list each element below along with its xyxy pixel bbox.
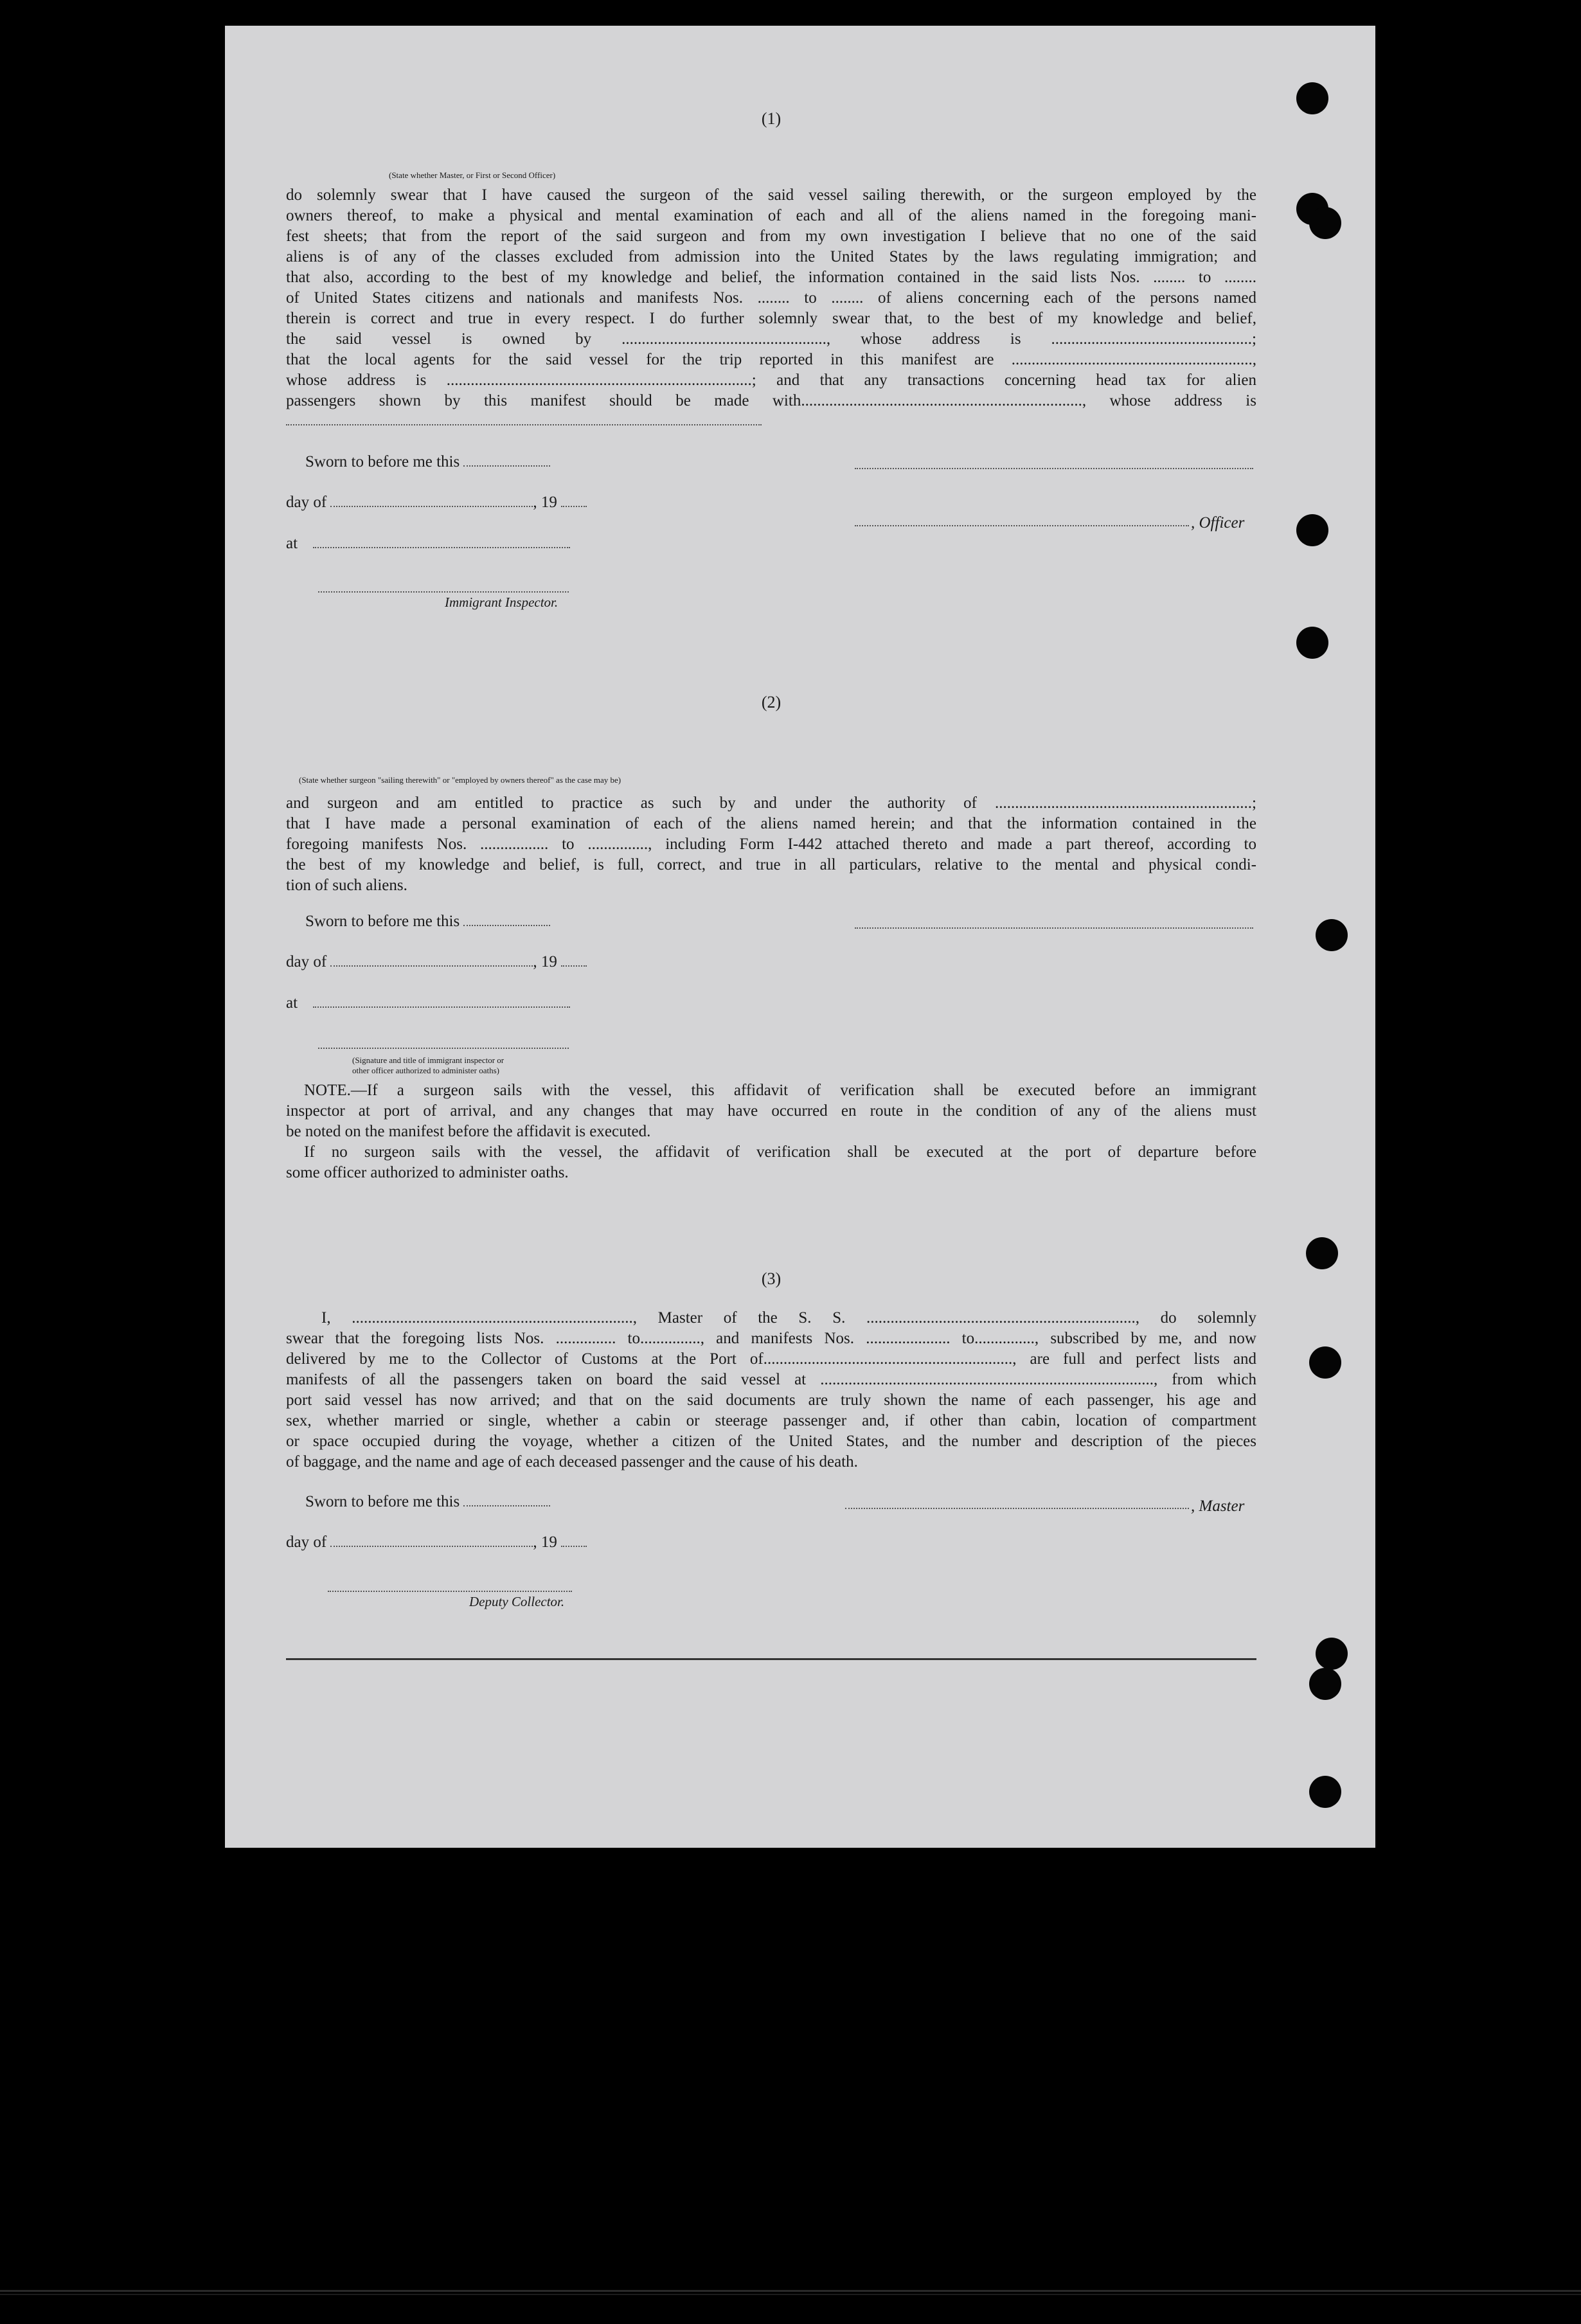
note-text: If no surgeon sails with the vessel, the affidavit of verification shall be executed at the port of departure before: [304, 1143, 1256, 1161]
section-3-number: (3): [761, 1269, 782, 1288]
section-3-line: delivered by me to the Collector of Customs at the Port of.............................................................., are full and perfect lists and: [286, 1350, 1256, 1368]
note-line: [286, 1143, 1256, 1161]
section-3-line: or space occupied during the voyage, whether a citizen of the United States, and the number and description of the pieces: [286, 1433, 1256, 1450]
section-1-line: owners thereof, to make a physical and mental examination of each and all of the aliens named in the foregoing mani-: [286, 207, 1256, 224]
year-label: , 19: [533, 494, 557, 511]
day-of-label: day of: [286, 953, 327, 970]
section-1-at: [286, 535, 607, 553]
section-1-line: that the local agents for the said vessel for the trip reported in this manifest are ............................................................,: [286, 351, 1256, 368]
section-1-line: whose address is ............................................................................; and that any transactions concerning head tax for alien: [286, 371, 1256, 389]
section-3-day-of: [286, 1533, 607, 1551]
scan-edge-artifact: [0, 2285, 1581, 2298]
section-2-line: tion of such aliens.: [286, 877, 407, 894]
section-1-line: therein is correct and true in every respect. I do further solemnly swear that, to the best of my knowledge and belief,: [286, 310, 1256, 327]
section-3-first-text: I, ......................................................................, Master of the S. S. ..................................................................., do solemnly: [321, 1309, 1256, 1327]
collector-title: Deputy Collector.: [469, 1594, 565, 1609]
note-text: NOTE.—If a surgeon sails with the vessel, this affidavit of verification shall be executed before an immigrant: [304, 1082, 1256, 1099]
section-3-line: swear that the foregoing lists Nos. ............... to..............., and manifests Nos. ..................... to..............., subscribed by me, and now: [286, 1330, 1256, 1347]
sworn-date-blank[interactable]: [463, 913, 550, 926]
master-signature-line[interactable]: [845, 1508, 1189, 1509]
document-page: [225, 26, 1375, 1848]
section-3-line: sex, whether married or single, whether a cabin or steerage passenger and, if other than cabin, location of compartment: [286, 1412, 1256, 1429]
sworn-label: Sworn to before me this: [305, 1493, 460, 1510]
section-1-rank-note: (State whether Master, or First or Second Officer): [389, 170, 556, 180]
section-1-sworn: [305, 453, 562, 471]
at-place-blank[interactable]: [313, 995, 570, 1008]
sworn-label: Sworn to before me this: [305, 453, 460, 470]
day-of-blank[interactable]: [330, 1534, 533, 1547]
section-3-line: of baggage, and the name and age of each deceased passenger and the cause of his death.: [286, 1453, 858, 1470]
section-2-day-of: [286, 953, 607, 971]
year-label: , 19: [533, 1533, 557, 1551]
address-continuation-blank[interactable]: [286, 424, 762, 425]
inspector-signature-line[interactable]: [318, 591, 569, 593]
inspector-title: Immigrant Inspector.: [445, 594, 558, 610]
section-2-at: [286, 994, 607, 1012]
section-1-day-of: [286, 494, 607, 512]
section-1-line: of United States citizens and nationals and manifests Nos. ........ to ........ of aliens concerning each of the persons named: [286, 289, 1256, 307]
at-place-blank[interactable]: [313, 535, 570, 548]
surgeon-signature-line[interactable]: [855, 927, 1253, 929]
master-title: , Master: [1191, 1497, 1245, 1515]
punch-hole: [1296, 627, 1328, 659]
section-1-line: do solemnly swear that I have caused the surgeon of the said vessel sailing therewith, or the surgeon employed by the: [286, 186, 1256, 204]
day-of-blank[interactable]: [330, 494, 533, 507]
section-1-line: the said vessel is owned by ..................................................., whose address is ..................................................;: [286, 330, 1256, 348]
day-of-label: day of: [286, 494, 327, 511]
section-2-line: the best of my knowledge and belief, is full, correct, and true in all particulars, relative to the mental and physical condi-: [286, 856, 1256, 873]
note-line: some officer authorized to administer oaths.: [286, 1164, 569, 1181]
punch-hole: [1296, 514, 1328, 546]
sworn-date-blank[interactable]: [463, 1494, 550, 1506]
section-2-number: (2): [761, 693, 782, 711]
section-3-line: [286, 1309, 1256, 1327]
year-blank[interactable]: [561, 494, 587, 507]
section-1-line: fest sheets; that from the report of the said surgeon and from my own investigation I believe that no one of the said: [286, 228, 1256, 245]
punch-hole: [1309, 1776, 1341, 1808]
officer-signature-line[interactable]: [855, 468, 1253, 469]
section-2-line: and surgeon and am entitled to practice as such by and under the authority of ................................................................;: [286, 794, 1256, 812]
collector-signature-line[interactable]: [328, 1591, 572, 1592]
punch-hole: [1316, 1638, 1348, 1670]
section-3-line: manifests of all the passengers taken on board the said vessel at ..................................................................................., from which: [286, 1371, 1256, 1388]
section-1-line: that also, according to the best of my knowledge and belief, the information contained in the said lists Nos. ........ to ........: [286, 269, 1256, 286]
day-of-blank[interactable]: [330, 954, 533, 967]
punch-hole: [1316, 919, 1348, 951]
section-2-line: foregoing manifests Nos. ................. to ..............., including Form I-442 attached thereto and made a part thereof, according to: [286, 836, 1256, 853]
punch-hole: [1309, 1668, 1341, 1700]
signature-note-line-2: other officer authorized to administer oaths): [352, 1066, 499, 1075]
section-3-sworn: [305, 1493, 562, 1511]
punch-hole: [1309, 1346, 1341, 1379]
inspector-signature-line[interactable]: [318, 1048, 569, 1049]
officer-title: , Officer: [1191, 514, 1245, 532]
at-label: at: [286, 535, 298, 552]
section-1-line: aliens is of any of the classes excluded from admission into the United States by the laws regulating immigration; and: [286, 248, 1256, 265]
section-2-sworn: [305, 913, 562, 931]
punch-hole: [1309, 207, 1341, 239]
year-label: , 19: [533, 953, 557, 970]
signature-note-line-1: (Signature and title of immigrant inspector or: [352, 1055, 505, 1065]
officer-name-line[interactable]: [855, 525, 1189, 526]
year-blank[interactable]: [561, 954, 587, 967]
year-blank[interactable]: [561, 1534, 587, 1547]
section-2-line: that I have made a personal examination of each of the aliens named herein; and that the information contained in the: [286, 815, 1256, 832]
section-3-line: port said vessel has now arrived; and that on the said documents are truly shown the name of each passenger, his age and: [286, 1391, 1256, 1409]
section-2-status-note: (State whether surgeon "sailing therewith" or "employed by owners thereof" as the case may be): [299, 775, 621, 785]
section-1-number: (1): [761, 109, 782, 128]
sworn-date-blank[interactable]: [463, 454, 550, 467]
punch-hole: [1296, 82, 1328, 114]
bottom-rule: [286, 1658, 1256, 1660]
at-label: at: [286, 994, 298, 1012]
sworn-label: Sworn to before me this: [305, 913, 460, 930]
punch-hole: [1306, 1237, 1338, 1269]
note-line: [286, 1082, 1256, 1100]
note-line: inspector at port of arrival, and any changes that may have occurred en route in the condition of any of the aliens must: [286, 1102, 1256, 1120]
note-line: be noted on the manifest before the affidavit is executed.: [286, 1123, 651, 1140]
day-of-label: day of: [286, 1533, 327, 1551]
section-1-line: passengers shown by this manifest should be made with......................................................................, whose address is: [286, 392, 1256, 409]
